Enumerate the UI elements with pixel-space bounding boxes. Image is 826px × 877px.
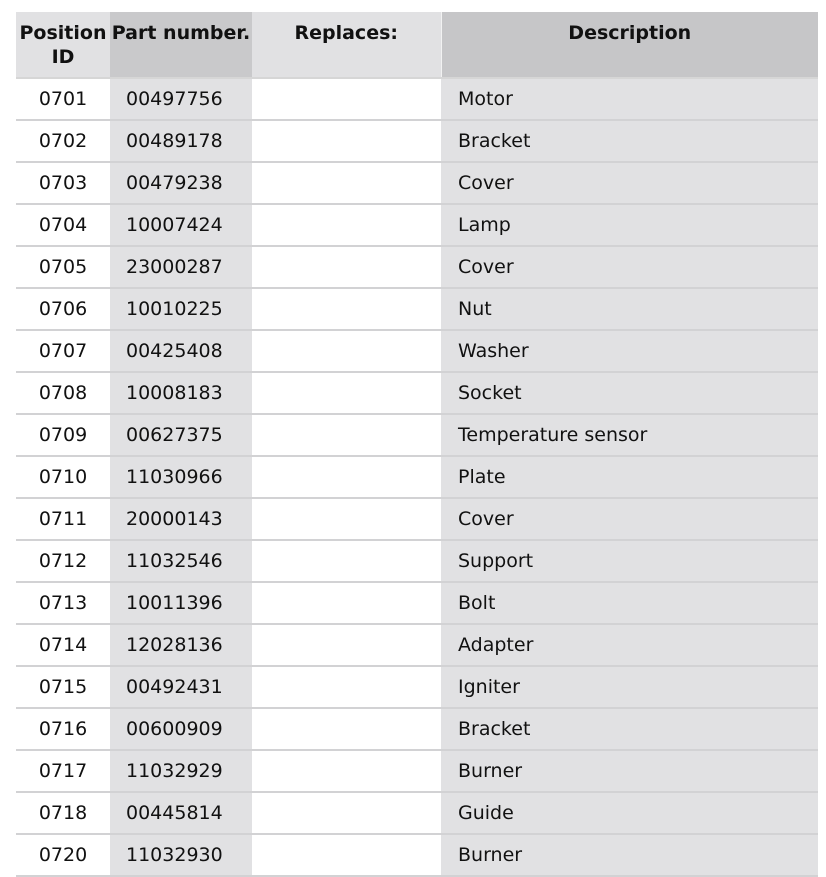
table-row: [16, 162, 818, 204]
description-cell: Bracket: [441, 120, 818, 162]
part-number-cell: 00445814: [110, 792, 252, 834]
description-cell: Bracket: [441, 708, 818, 750]
table-row: [16, 456, 818, 498]
position-cell: 0706: [16, 288, 110, 330]
description-cell: Guide: [441, 792, 818, 834]
table-row: [16, 498, 818, 540]
part-number-cell: 11032546: [110, 540, 252, 582]
position-cell: 0713: [16, 582, 110, 624]
part-number-cell: 00489178: [110, 120, 252, 162]
part-number-cell: 23000287: [110, 246, 252, 288]
header-replaces: Replaces:: [252, 12, 441, 78]
description-cell: Burner: [441, 834, 818, 876]
position-cell: 0703: [16, 162, 110, 204]
position-cell: 0709: [16, 414, 110, 456]
position-cell: 0707: [16, 330, 110, 372]
part-number-cell: 00479238: [110, 162, 252, 204]
replaces-cell: [252, 120, 441, 162]
position-cell: 0710: [16, 456, 110, 498]
table-row: [16, 750, 818, 792]
description-cell: Adapter: [441, 624, 818, 666]
replaces-cell: [252, 624, 441, 666]
position-cell: 0716: [16, 708, 110, 750]
header-description: Description: [441, 12, 818, 78]
part-number-cell: 00600909: [110, 708, 252, 750]
part-number-cell: 10008183: [110, 372, 252, 414]
description-cell: Temperature sensor: [441, 414, 818, 456]
description-cell: Motor: [441, 78, 818, 120]
description-cell: Burner: [441, 750, 818, 792]
replaces-cell: [252, 162, 441, 204]
part-number-cell: 00497756: [110, 78, 252, 120]
replaces-cell: [252, 456, 441, 498]
position-cell: 0712: [16, 540, 110, 582]
replaces-cell: [252, 708, 441, 750]
position-cell: 0705: [16, 246, 110, 288]
description-cell: Washer: [441, 330, 818, 372]
table-row: [16, 78, 818, 120]
part-number-cell: 11032930: [110, 834, 252, 876]
replaces-cell: [252, 330, 441, 372]
position-cell: 0718: [16, 792, 110, 834]
parts-table: [16, 12, 818, 877]
position-cell: 0720: [16, 834, 110, 876]
description-cell: Cover: [441, 162, 818, 204]
table-body: [16, 78, 818, 876]
position-cell: 0711: [16, 498, 110, 540]
table-row: [16, 330, 818, 372]
part-number-cell: 12028136: [110, 624, 252, 666]
table-row: [16, 624, 818, 666]
position-cell: 0714: [16, 624, 110, 666]
header-part-number: Part number.: [110, 12, 252, 78]
replaces-cell: [252, 792, 441, 834]
description-cell: Socket: [441, 372, 818, 414]
position-cell: 0708: [16, 372, 110, 414]
description-cell: Bolt: [441, 582, 818, 624]
replaces-cell: [252, 834, 441, 876]
table-row: [16, 834, 818, 876]
replaces-cell: [252, 78, 441, 120]
part-number-cell: 11032929: [110, 750, 252, 792]
table-row: [16, 792, 818, 834]
description-cell: Lamp: [441, 204, 818, 246]
part-number-cell: 10011396: [110, 582, 252, 624]
table-row: [16, 414, 818, 456]
table-row: [16, 708, 818, 750]
table-row: [16, 204, 818, 246]
replaces-cell: [252, 540, 441, 582]
replaces-cell: [252, 288, 441, 330]
table-row: [16, 540, 818, 582]
position-cell: 0702: [16, 120, 110, 162]
part-number-cell: 10007424: [110, 204, 252, 246]
replaces-cell: [252, 414, 441, 456]
replaces-cell: [252, 666, 441, 708]
table-row: [16, 582, 818, 624]
replaces-cell: [252, 582, 441, 624]
description-cell: Support: [441, 540, 818, 582]
table-row: [16, 120, 818, 162]
position-cell: 0715: [16, 666, 110, 708]
description-cell: Plate: [441, 456, 818, 498]
part-number-cell: 11030966: [110, 456, 252, 498]
description-cell: Cover: [441, 246, 818, 288]
table-row: [16, 372, 818, 414]
header-position-id: Position ID: [16, 12, 110, 78]
position-cell: 0701: [16, 78, 110, 120]
position-cell: 0717: [16, 750, 110, 792]
part-number-cell: 00425408: [110, 330, 252, 372]
part-number-cell: 20000143: [110, 498, 252, 540]
replaces-cell: [252, 204, 441, 246]
replaces-cell: [252, 750, 441, 792]
description-cell: Cover: [441, 498, 818, 540]
part-number-cell: 00627375: [110, 414, 252, 456]
table-header-row: [16, 12, 818, 78]
table-row: [16, 288, 818, 330]
table-row: [16, 246, 818, 288]
description-cell: Nut: [441, 288, 818, 330]
description-cell: Igniter: [441, 666, 818, 708]
replaces-cell: [252, 498, 441, 540]
replaces-cell: [252, 372, 441, 414]
table-row: [16, 666, 818, 708]
replaces-cell: [252, 246, 441, 288]
part-number-cell: 10010225: [110, 288, 252, 330]
position-cell: 0704: [16, 204, 110, 246]
part-number-cell: 00492431: [110, 666, 252, 708]
